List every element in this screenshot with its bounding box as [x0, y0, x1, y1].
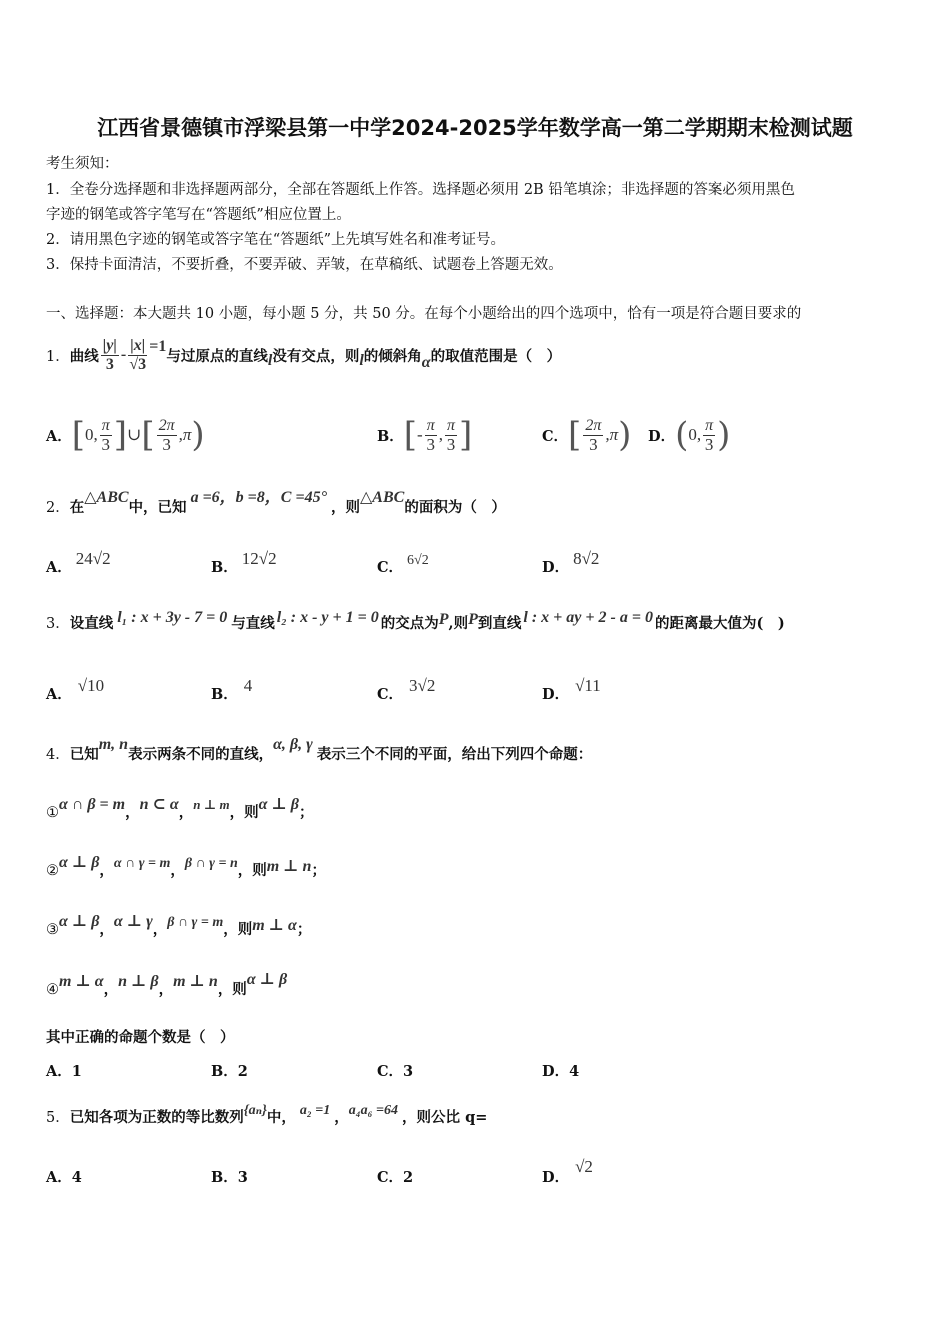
- bracket-icon: ]: [113, 415, 128, 455]
- q5-sequence: {aₙ}: [243, 1103, 267, 1118]
- q4-p1-a: α ∩ β = m: [59, 796, 126, 813]
- q4-p1-result: α ⊥ β: [258, 796, 299, 813]
- q4-p4-comma: ，: [103, 981, 119, 998]
- q4-p3-b: α ⊥ γ: [113, 913, 153, 930]
- notice-item-1a: 1．全卷分选择题和非选择题两部分，全部在答题纸上作答。选择题必须用 2B 铅笔填涂；非选择题的答案必须用黑色: [46, 182, 795, 198]
- q1-option-d[interactable]: [648, 410, 730, 460]
- q1-a-frac2-den: 3: [162, 434, 171, 454]
- q4-proposition-2: [46, 854, 326, 880]
- q1-a-frac2-num: 2π: [158, 416, 175, 434]
- q1-alpha: α: [421, 354, 431, 371]
- bracket-icon: [: [403, 415, 418, 455]
- q1-frac-x-num: |x|: [130, 336, 146, 354]
- q1-option-b-label: B．: [377, 427, 404, 445]
- q4-p3-a: α ⊥ β: [59, 913, 100, 930]
- q4-p3-then: ，则: [223, 921, 253, 938]
- q1-option-a[interactable]: [46, 410, 205, 460]
- q4-p3-end: ；: [296, 921, 312, 938]
- q4-pre: 已知: [69, 746, 99, 763]
- q1-post: 的取值范围是（ ）: [430, 347, 562, 365]
- q1-l: l: [267, 352, 273, 369]
- q1-option-a-label: A．: [46, 427, 72, 445]
- q2-number: 2．: [46, 500, 70, 516]
- question-4: [46, 736, 593, 764]
- q3-option-a-label: A．: [46, 686, 72, 703]
- question-3: [46, 609, 785, 633]
- q4-p2-c: β ∩ γ = n: [184, 856, 238, 871]
- q5-condition-2: a₄a₆ =64: [348, 1103, 399, 1118]
- q3-point-p-2: P: [468, 611, 478, 628]
- q1-c-frac: [583, 417, 603, 454]
- bracket-icon: ): [717, 415, 731, 455]
- q5-pre: 已知各项为正数的等比数列: [69, 1109, 244, 1126]
- q5-mid: 中，: [266, 1109, 296, 1126]
- q3-line-l2: l₂ : x - y + 1 = 0: [276, 609, 379, 626]
- question-2: [46, 489, 506, 517]
- q1-frac-y-num: |y|: [102, 336, 117, 354]
- bracket-icon: ): [191, 415, 205, 455]
- q2-option-b[interactable]: [211, 549, 277, 577]
- q4-p1-c: n ⊥ m: [193, 797, 230, 812]
- q1-option-c[interactable]: [542, 410, 631, 460]
- q4-p2-comma: ，: [99, 862, 114, 879]
- q1-d-frac-num: π: [705, 416, 714, 434]
- q5-option-c[interactable]: C．2: [377, 1169, 414, 1186]
- q4-number: 4．: [46, 747, 70, 763]
- q4-p4-a: m ⊥ α: [59, 973, 104, 990]
- question-1: [46, 330, 561, 380]
- q4-p2-then: ，则: [237, 862, 267, 879]
- q4-p1-comma: ，: [125, 804, 140, 821]
- q1-b-frac2-num: π: [446, 416, 455, 434]
- q3-option-d-value: √11: [575, 676, 601, 695]
- q1-number: 1．: [46, 348, 70, 365]
- bracket-icon: [: [141, 415, 155, 455]
- q4-p3-comma: ，: [99, 921, 114, 938]
- q3-option-b[interactable]: [211, 676, 253, 704]
- q1-b-neg: -: [417, 425, 423, 444]
- q4-p3-comma2: ，: [152, 921, 168, 938]
- q3-option-b-label: B．: [211, 686, 238, 703]
- q4-option-c[interactable]: C．3: [377, 1063, 414, 1080]
- q4-p1-then: ，则: [229, 804, 259, 821]
- q1-frac-y: [101, 337, 119, 374]
- q2-condition: a =6，b =8，C =45°: [190, 489, 327, 506]
- q2-mid: 中，已知: [128, 499, 187, 516]
- q2-option-c-value: 6√2: [407, 553, 429, 568]
- q4-p4-b: n ⊥ β: [118, 973, 159, 990]
- q2-post: 的面积为（ ）: [404, 499, 506, 516]
- q3-option-b-value: 4: [243, 676, 253, 695]
- q1-l2: l: [359, 352, 364, 369]
- q4-p1-b: n ⊂ α: [139, 796, 179, 813]
- bracket-icon: [: [568, 415, 582, 455]
- q1-option-b[interactable]: B． [ - $\frac{\pi}{3}$ , $\frac{\pi}{3}$ ]: [377, 415, 473, 455]
- q3-option-c-value: 3√2: [409, 676, 436, 695]
- q4-p4-comma2: ，: [158, 981, 174, 998]
- q3-pre: 设直线: [69, 615, 114, 632]
- q4-p2-a: α ⊥ β: [59, 854, 100, 871]
- q3-mid2: 的交点为: [380, 615, 439, 632]
- q4-planes: α, β, γ: [273, 736, 313, 753]
- page-title: 江西省景德镇市浮梁县第一中学2024-2025学年数学高一第二学期期末检测试题: [97, 116, 853, 140]
- q1-eq-rhs: =1: [149, 338, 167, 355]
- q1-c-frac-den: 3: [589, 434, 598, 454]
- q2-triangle-2: △ABC: [360, 489, 405, 506]
- q1-c-end: ,π: [605, 425, 619, 444]
- q1-d-frac: [703, 417, 715, 454]
- q4-proposition-4: [46, 971, 288, 999]
- q1-option-d-label: D．: [648, 427, 676, 445]
- notice-item-3: 3．保持卡面清洁，不要折叠，不要弄破、弄皱，在草稿纸、试题卷上答题无效。: [46, 257, 563, 273]
- q3-option-a-value: √10: [77, 676, 105, 695]
- q2-option-d-value: 8√2: [573, 549, 600, 568]
- q1-c-frac-num: 2π: [585, 416, 602, 434]
- q1-b-frac2-den: 3: [446, 434, 456, 454]
- section-heading: 一、选择题：本大题共 10 小题，每小题 5 分，共 50 分。在每个小题给出的四个选项中，恰有一项是符合题目要求的: [46, 306, 802, 322]
- q4-p3-c: β ∩ γ = m: [167, 915, 224, 930]
- q4-p1-comma2: ，: [178, 804, 194, 821]
- q4-proposition-1: [46, 796, 314, 822]
- q5-option-d-value: √2: [575, 1157, 593, 1176]
- q1-a-frac1-num: π: [101, 416, 110, 434]
- q4-p4-mark: ④: [46, 982, 59, 998]
- q1-b-frac1: [425, 417, 437, 454]
- q2-option-b-value: 12√2: [241, 549, 277, 568]
- q1-frac-x-den: √3: [129, 355, 147, 373]
- q4-p2-end: ；: [311, 862, 326, 879]
- q2-option-c[interactable]: [377, 553, 429, 577]
- q1-b-frac1-den: 3: [426, 434, 435, 454]
- q5-post: ，则公比 q=: [402, 1109, 488, 1126]
- bracket-icon: [: [71, 415, 86, 455]
- q1-a-end: ,π: [178, 425, 192, 444]
- q2-option-d-label: D．: [542, 559, 570, 576]
- q4-lines-mn: m, n: [98, 736, 129, 753]
- q5-option-a[interactable]: A．4: [46, 1169, 82, 1186]
- q3-option-a[interactable]: [46, 676, 105, 704]
- q1-b-frac1-num: π: [426, 416, 435, 434]
- q4-p4-result: α ⊥ β: [246, 971, 288, 988]
- q2-option-d[interactable]: [542, 549, 600, 577]
- q3-post: 的距离最大值为( ): [654, 615, 785, 632]
- notice-item-1b: 字迹的钢笔或答字笔写在“答题纸”相应位置上。: [46, 207, 351, 223]
- q3-option-c[interactable]: [377, 676, 436, 704]
- q5-number: 5．: [46, 1110, 70, 1126]
- q1-frac-y-den: 3: [105, 355, 114, 373]
- q2-mid2: ，则: [331, 499, 360, 516]
- q3-line-l: l : x + ay + 2 - a = 0: [523, 609, 653, 626]
- q3-mid: 与直线: [231, 615, 275, 632]
- q1-d-frac-den: 3: [704, 434, 714, 454]
- q1-a-frac1: [100, 417, 112, 454]
- q4-post: 表示三个不同的平面，给出下列四个命题：: [316, 746, 593, 763]
- q3-option-d-label: D．: [542, 686, 570, 703]
- q1-a-frac1-den: 3: [101, 434, 111, 454]
- q4-p3-result: m ⊥ α: [252, 917, 297, 934]
- notice-heading: 考生须知：: [46, 156, 119, 172]
- q4-option-d[interactable]: D．4: [542, 1063, 580, 1080]
- q4-question: 其中正确的命题个数是（ ）: [46, 1029, 235, 1046]
- q3-option-d[interactable]: [542, 676, 601, 704]
- q2-option-a-value: 24√2: [75, 549, 111, 568]
- q4-option-b[interactable]: B．2: [211, 1063, 248, 1080]
- q2-triangle: △ABC: [84, 489, 129, 506]
- q4-p4-c: m ⊥ n: [173, 973, 218, 990]
- q5-option-d-label: D．: [542, 1169, 570, 1186]
- q1-b-frac2: [445, 417, 457, 454]
- q5-condition-1: a₂ =1: [299, 1103, 331, 1118]
- q3-line-l1: l₁ : x + 3y - 7 = 0: [117, 609, 228, 626]
- bracket-icon: ]: [458, 415, 473, 455]
- q4-p1-end: ；: [299, 804, 314, 821]
- q1-a-cup: ∪: [127, 425, 142, 444]
- q4-p4-then: ，则: [217, 981, 247, 998]
- q4-p2-mark: ②: [46, 863, 59, 879]
- bracket-icon: ): [618, 415, 632, 455]
- q1-option-c-label: C．: [542, 427, 569, 445]
- q1-frac-x: [128, 337, 147, 374]
- q1-a-0: 0,: [85, 425, 98, 444]
- q2-option-a[interactable]: [46, 549, 111, 577]
- q3-option-c-label: C．: [377, 686, 404, 703]
- q1-minus: -: [120, 346, 127, 363]
- q1-pre: 曲线: [69, 347, 99, 365]
- q4-p2-result: m ⊥ n: [266, 858, 312, 875]
- q4-p2-comma2: ，: [170, 862, 185, 879]
- q2-option-c-label: C．: [377, 559, 404, 576]
- q3-mid4: 到直线: [477, 615, 522, 632]
- q4-p2-b: α ∩ γ = m: [113, 856, 171, 871]
- q2-option-a-label: A．: [46, 559, 72, 576]
- q1-mid2: 没有交点，则: [272, 347, 360, 365]
- q3-point-p: P: [438, 611, 449, 628]
- q1-a-frac2: [157, 417, 177, 454]
- q4-mid: 表示两条不同的直线，: [128, 746, 274, 763]
- q3-number: 3．: [46, 616, 70, 632]
- notice-item-2: 2．请用黑色字迹的钢笔或答字笔在“答题纸”上先填写姓名和准考证号。: [46, 232, 506, 248]
- q4-p1-mark: ①: [46, 805, 59, 821]
- q4-p3-mark: ③: [46, 922, 59, 938]
- q2-pre: 在: [69, 499, 85, 516]
- q5-option-b[interactable]: B．3: [211, 1169, 248, 1186]
- q1-mid: 与过原点的直线: [166, 347, 268, 365]
- q5-sep: ，: [334, 1109, 349, 1126]
- q1-d-0: 0,: [688, 425, 702, 444]
- question-5: [46, 1103, 488, 1127]
- q4-option-a[interactable]: A．1: [46, 1063, 82, 1080]
- bracket-icon: (: [675, 415, 689, 455]
- q1-mid3: 的倾斜角: [363, 347, 422, 365]
- q4-proposition-3: [46, 913, 312, 939]
- q2-option-b-label: B．: [211, 559, 238, 576]
- q3-mid3: ,则: [448, 615, 469, 632]
- q5-option-d[interactable]: [542, 1157, 593, 1187]
